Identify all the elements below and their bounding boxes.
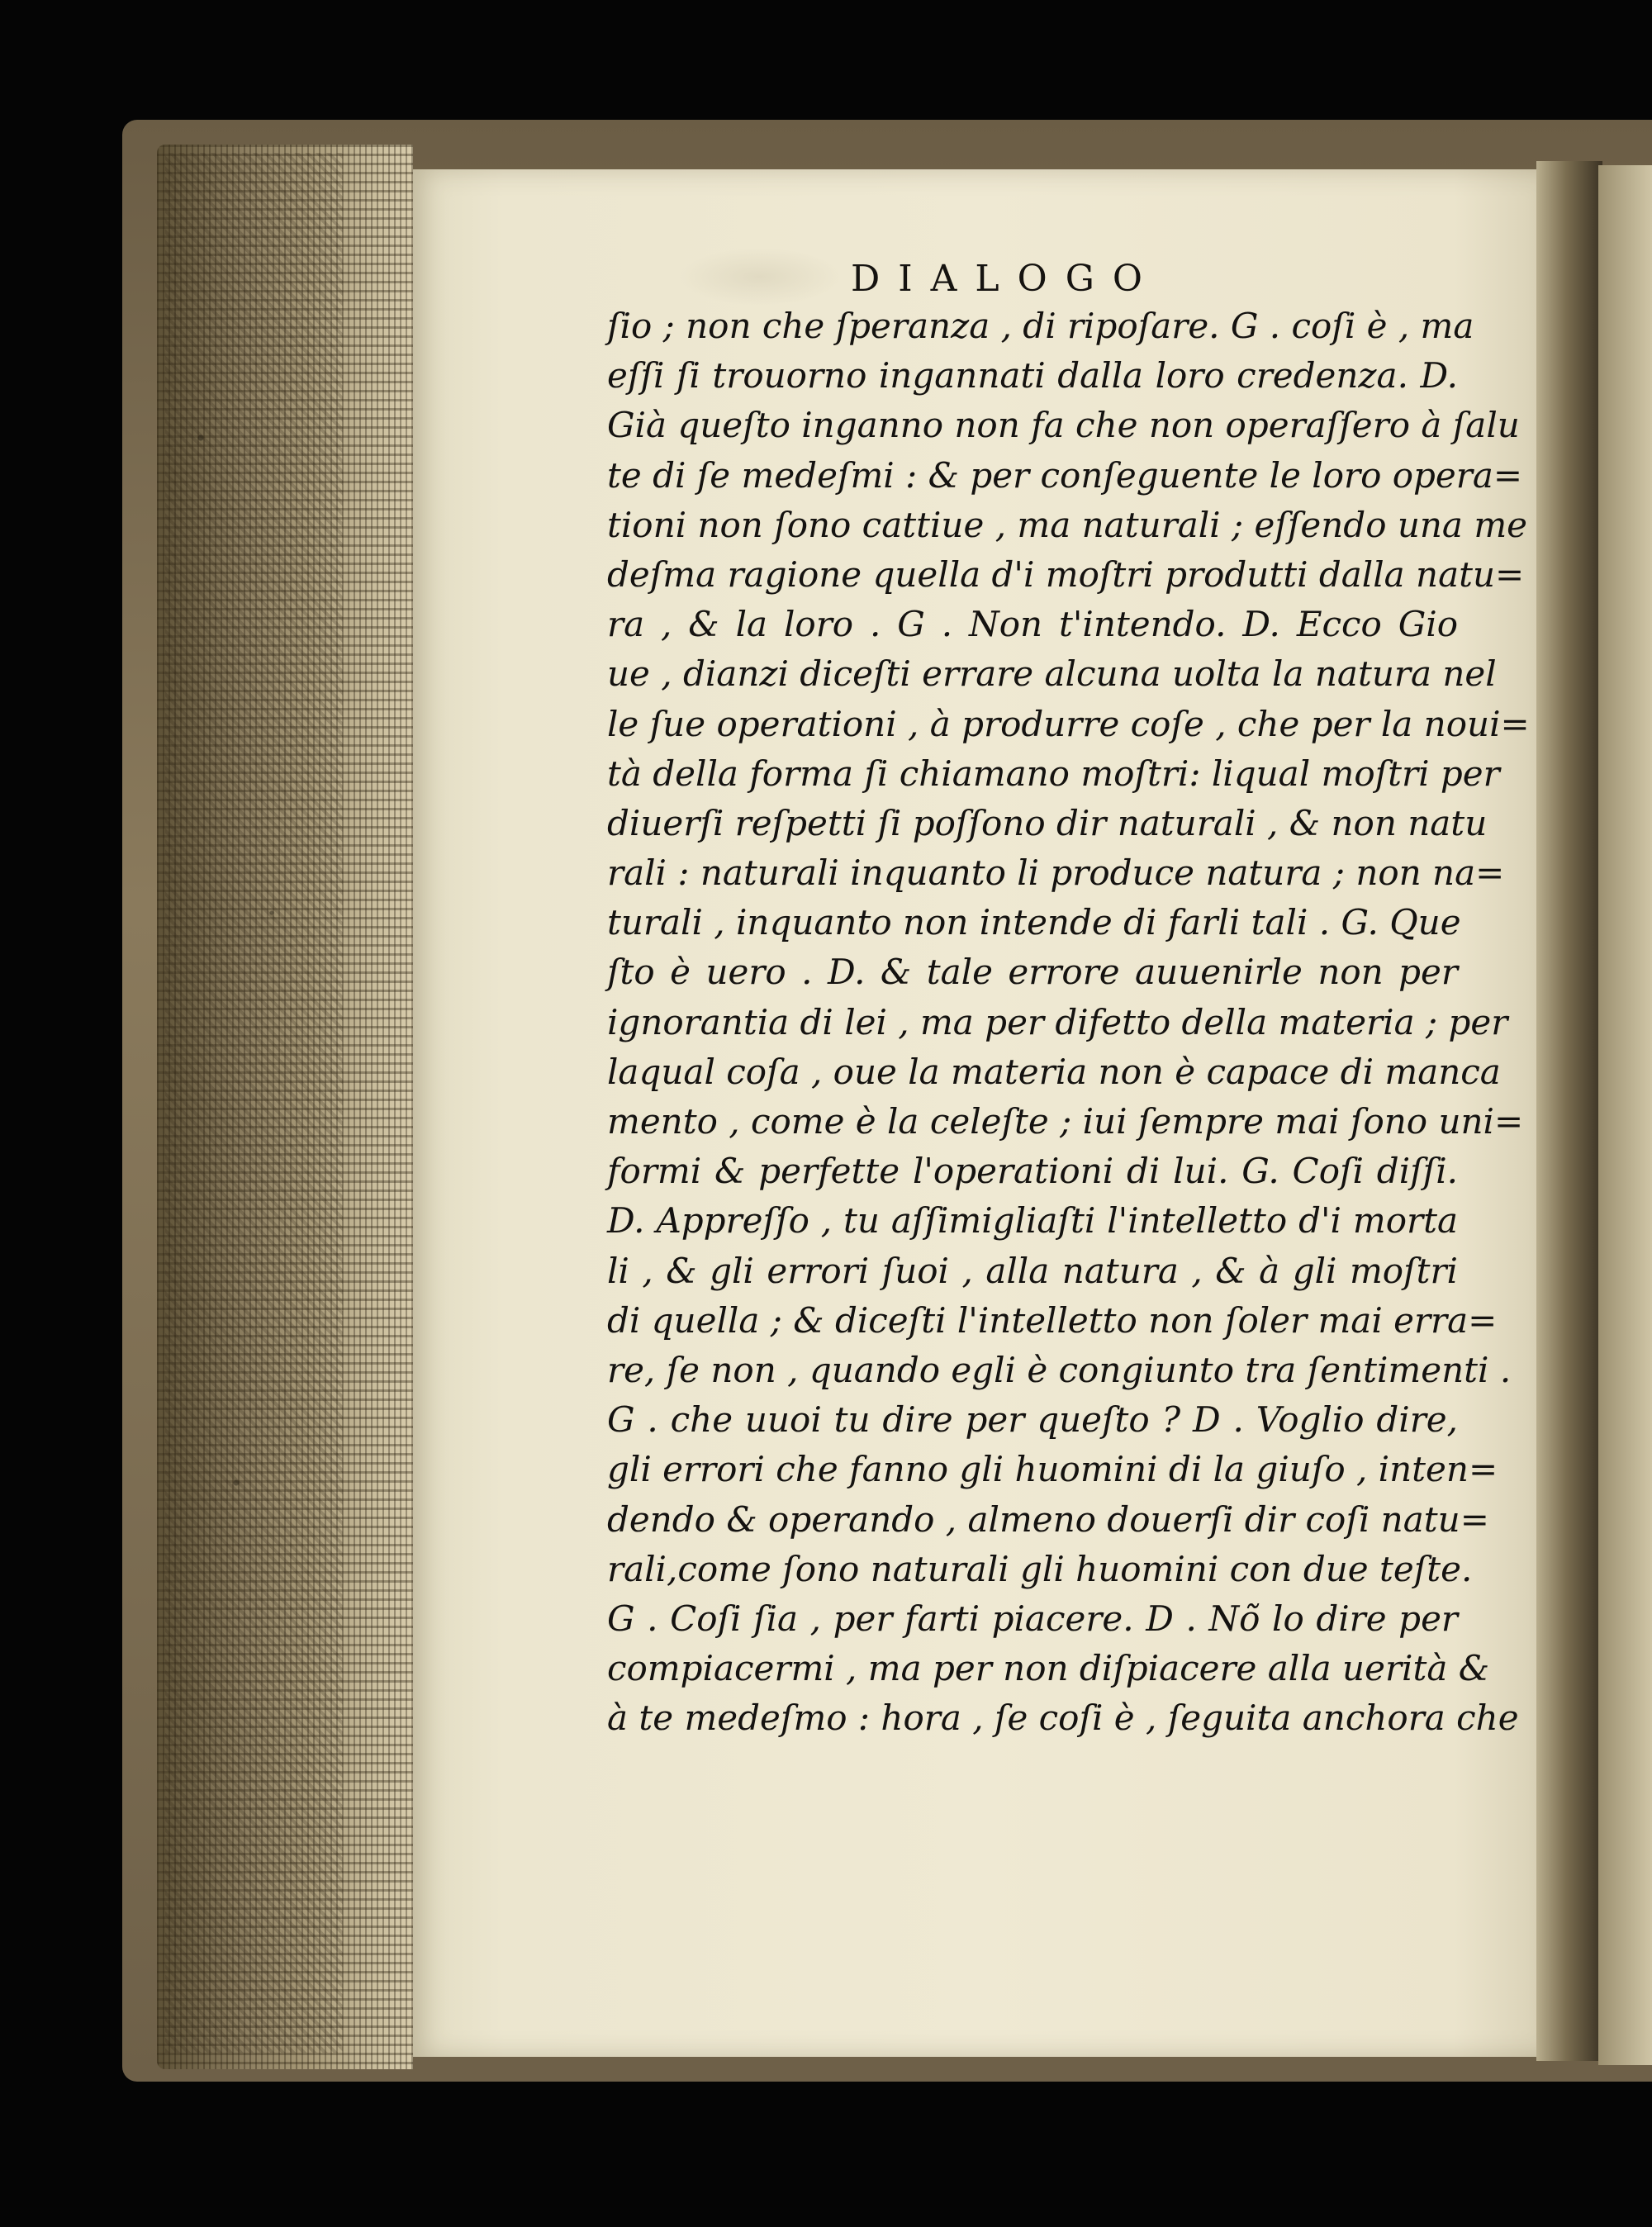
text-line: formi & perfette l'operationi di lui. G. Coſi diſſi. — [607, 1151, 1458, 1192]
text-line: rali,come ſono naturali gli huomini con due teſte. — [607, 1548, 1473, 1589]
text-line: eſſi ſi trouorno ingannati dalla loro credenza. D. — [607, 355, 1458, 396]
text-line: tioni non ſono cattiue , ma naturali ; eſſendo una me — [607, 504, 1528, 545]
text-line: mento , come è la celeſte ; iui ſempre mai ſono uni= — [607, 1101, 1524, 1142]
text-line: turali , inquanto non intende di farli tali . G. Que — [607, 902, 1461, 943]
text-line: deſma ragione quella d'i moſtri produtti dalla natu= — [607, 553, 1525, 595]
text-line: ue , dianzi diceſti errare alcuna uolta la natura nel — [607, 653, 1497, 695]
text-line: le ſue operationi , à produrre coſe , che per la noui= — [607, 703, 1530, 744]
text-line: ignorantia di lei , ma per difetto della materia ; per — [607, 1001, 1508, 1042]
text-line: diuerſi reſpetti ſi poſſono dir naturali , & non natu — [607, 802, 1488, 843]
text-line: D. Appreſſo , tu aſſimigliaſti l'intelletto d'i morta — [607, 1200, 1458, 1242]
text-line: rali : naturali inquanto li produce natura ; non na= — [607, 852, 1505, 894]
text-line: à te medeſmo : hora , ſe coſi è , ſeguita anchora che — [607, 1698, 1519, 1739]
text-line: ſio ; non che ſperanza , di ripoſare. G . coſi è , ma — [607, 306, 1474, 346]
text-line: ra , & la loro . G . Non t'intendo. D. Ecco Gio — [607, 604, 1458, 645]
page-stain — [677, 248, 843, 306]
text-line: re, ſe non , quando egli è congiunto tra ſentimenti . — [607, 1349, 1512, 1390]
page-text-block — [607, 302, 1530, 1743]
text-line: di quella ; & diceſti l'intelletto non ſoler mai erra= — [607, 1299, 1498, 1341]
text-line: te di ſe medeſmi : & per conſeguente le loro opera= — [607, 454, 1523, 496]
text-line: G . Coſi ſia , per farti piacere. D . Nõ lo dire per — [607, 1598, 1458, 1639]
text-line: laqual coſa , oue la materia non è capace di manca — [607, 1051, 1501, 1092]
text-line: li , & gli errori ſuoi , alla natura , & à gli moſtri — [607, 1250, 1458, 1291]
text-line: gli errori che fanno gli huomini di la giuſo , inten= — [607, 1449, 1498, 1490]
facing-page-edge — [1598, 165, 1652, 2065]
text-line: compiacermi , ma per non diſpiacere alla uerità & — [607, 1648, 1490, 1689]
text-line: tà della forma ſi chiamano moſtri: liqual moſtri per — [607, 753, 1500, 794]
text-line: G . che uuoi tu dire per queſto ? D . Voglio dire, — [607, 1399, 1458, 1441]
text-line: ſto è uero . D. & tale errore auuenirle non per — [607, 952, 1458, 993]
book-gutter — [1536, 161, 1602, 2061]
text-line: Già queſto inganno non fa che non operaſſero à ſalu — [607, 405, 1520, 446]
running-head: DIALOGO — [851, 258, 1161, 300]
text-line: dendo & operando , almeno douerſi dir coſi natu= — [607, 1498, 1489, 1540]
page-edge-texture — [165, 153, 343, 2053]
